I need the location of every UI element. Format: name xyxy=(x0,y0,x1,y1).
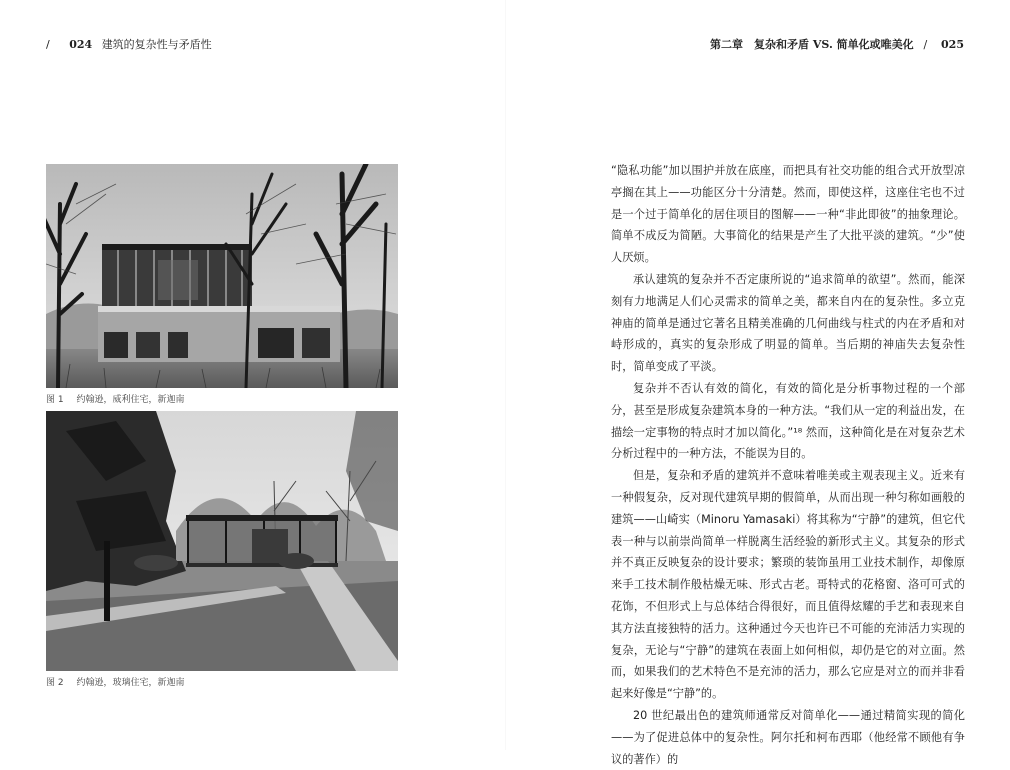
figure-2-caption-text: 约翰逊，玻璃住宅，新迦南 xyxy=(76,678,185,688)
chapter-title: 第二章 复杂和矛盾 VS. 简单化或唯美化 xyxy=(710,38,914,51)
figure-1-photo xyxy=(46,164,398,388)
header-slash: / xyxy=(46,38,50,51)
paragraph: 复杂并不否认有效的简化，有效的简化是分析事物过程的一个部分，甚至是形成复杂建筑本身的一种方法。“我们从一定的利益出发，在描绘一定事物的特点时才加以简化。”¹⁸ 然而，这种简化是在对复杂艺术分析过程中的一种方法，不能误为目的。 xyxy=(611,381,965,461)
paragraph: 20 世纪最出色的建筑师通常反对简单化——通过精简实现的简化——为了促进总体中的复杂性。阿尔托和柯布西耶（他经常不顾他有争议的著作）的 xyxy=(611,708,965,766)
figure-2-photo xyxy=(46,411,398,671)
page-number: 025 xyxy=(941,38,964,51)
figure-2-label: 图 2 xyxy=(46,678,64,688)
figure-1-label: 图 1 xyxy=(46,395,64,405)
page-number: 024 xyxy=(69,38,93,51)
running-title: 建筑的复杂性与矛盾性 xyxy=(101,38,212,51)
page-gutter xyxy=(505,0,506,750)
paragraph: 承认建筑的复杂并不否定康所说的“追求简单的欲望”。然而，能深刻有力地满足人们心灵需求的简单之美，都来自内在的复杂性。多立克神庙的简单是通过它著名且精美准确的几何曲线与柱式的内在矛盾和对峙形成的，真实的复杂形成了明显的简单。当后期的神庙失去复杂性时，简单变成了平淡。 xyxy=(611,272,965,374)
figure-1-caption xyxy=(46,392,184,405)
figure-2-caption xyxy=(46,675,184,688)
right-page-header xyxy=(710,36,964,52)
left-page-header xyxy=(46,36,212,52)
glass-house-image xyxy=(46,411,398,671)
figure-1-caption-text: 约翰逊，威利住宅，新迦南 xyxy=(76,395,185,405)
paragraph: 但是，复杂和矛盾的建筑并不意味着唯美或主观表现主义。近来有一种假复杂，反对现代建筑早期的假简单，从而出现一种匀称如画般的建筑——山崎实（Minoru Yamasaki）将其称为“宁静”的建筑，但它代表一种与以前崇尚简单一样脱离生活经验的新形式主义。其复杂的形式并不真正反映复杂的设计要求；繁琐的装饰虽用工业技术制作，却像原来手工技术制作般枯燥无味、形式古老。哥特式的花格窗、洛可可式的花饰，不但形式上与总体结合得很好，而且值得炫耀的手艺和表现来自其方法直接独特的活力。这种通过今天也许已不可能的充沛活力实现的复杂，无论与“宁静”的建筑在表面上如何相似，却仍是它的对立面。然而，如果我们的艺术特色不是充沛的活力，那么它应是对立的而并非看起来好像是“宁静”的。 xyxy=(611,469,965,701)
body-text xyxy=(611,160,965,770)
header-slash: / xyxy=(923,38,928,51)
wiley-house-image xyxy=(46,164,398,388)
paragraph: “隐私功能”加以围护并放在底座，而把具有社交功能的组合式开放型凉亭搁在其上——功能区分十分清楚。然而，即使这样，这座住宅也不过是一个过于简单化的居住项目的图解——一种“非此即彼”的抽象理论。简单不成反为简陋。大事简化的结果是产生了大批平淡的建筑。“少”使人厌烦。 xyxy=(611,164,965,265)
